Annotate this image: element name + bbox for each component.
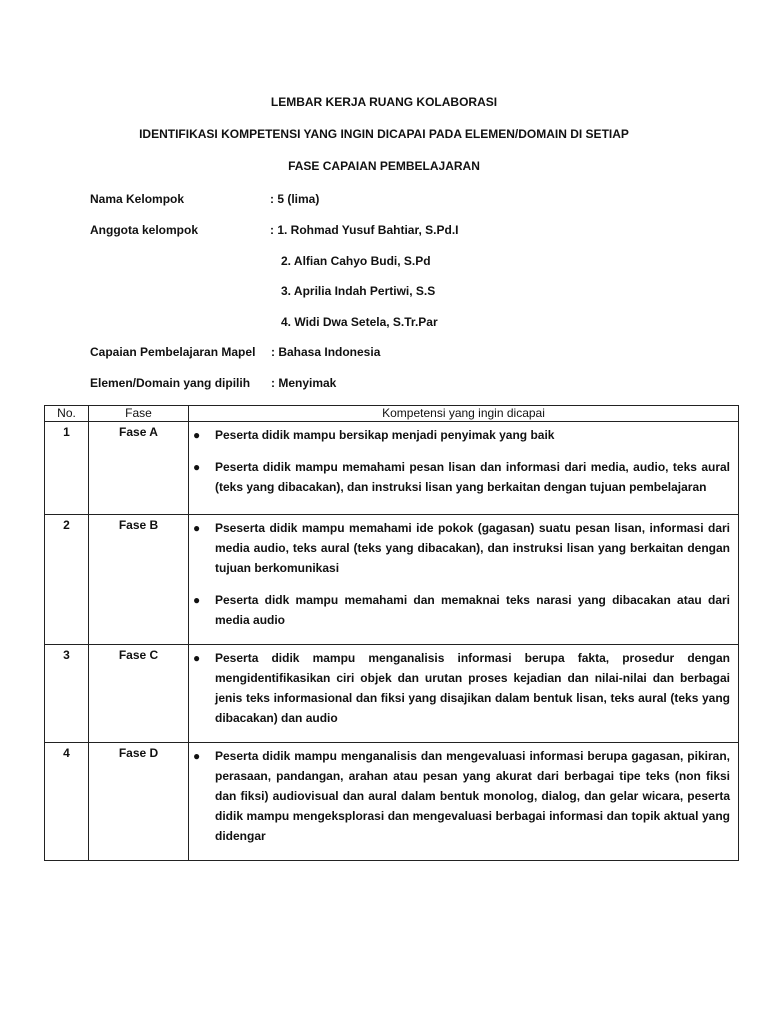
header-no: No. (45, 406, 89, 422)
row-kompetensi (189, 422, 739, 515)
list-item: ● Peserta didik mampu menganalisis dan mengevaluasi informasi berupa gagasan, pikiran, perasaan, pandangan, arahan atau pesan yang akurat dari berbagai tipe teks (non fiksi dan fiksi) audiovisual dan aural dalam bentuk monolog, dialog, dan gelar wicara, peserta didik mampu mengeksplorasi dan mengevaluasi berbagai informasi dan topik aktual yang didengar (193, 746, 730, 846)
row-number: 4 (45, 743, 89, 861)
anggota-kelompok-label: Anggota kelompok (90, 223, 199, 237)
header-fase: Fase (89, 406, 189, 422)
table-row (45, 743, 739, 861)
nama-kelompok-value: : 5 (lima) (270, 192, 320, 206)
list-item: ● Peserta didk mampu memahami dan memaknai teks narasi yang dibacakan atau dari media audio (193, 590, 730, 630)
kompetensi-table (44, 405, 739, 861)
bullet-icon: ● (193, 460, 201, 474)
table-header-row (45, 406, 739, 422)
nama-kelompok-label: Nama Kelompok (90, 192, 185, 206)
elemen-domain-label: Elemen/Domain yang dipilih (90, 376, 251, 390)
row-number: 3 (45, 645, 89, 743)
list-item: ● Peserta didik mampu menganalisis informasi berupa fakta, prosedur dengan mengidentifikasikan ciri objek dan urutan proses kejadian dan nilai-nilai dan berbagai jenis teks informasional dan fiksi yang disajikan dalam bentuk lisan, teks aural (teks yang dibacakan) dan audio (193, 648, 730, 728)
row-fase: Fase C (89, 645, 189, 743)
row-number: 1 (45, 422, 89, 515)
header-kompetensi: Kompetensi yang ingin dicapai (189, 406, 739, 422)
document-subtitle-2: FASE CAPAIAN PEMBELAJARAN (288, 159, 480, 173)
row-kompetensi (189, 743, 739, 861)
bullet-icon: ● (193, 428, 201, 442)
list-item: ● Pseserta didik mampu memahami ide pokok (gagasan) suatu pesan lisan, informasi dari media audio, teks aural (teks yang dibacakan), dan instruksi lisan yang berkaitan dengan tujuan berkomunikasi (193, 518, 730, 578)
anggota-item: 3. Aprilia Indah Pertiwi, S.S (281, 284, 436, 298)
anggota-item: 2. Alfian Cahyo Budi, S.Pd (281, 254, 431, 268)
list-item: ● Peserta didik mampu bersikap menjadi penyimak yang baik (193, 425, 730, 445)
bullet-icon: ● (193, 521, 201, 535)
row-number: 2 (45, 515, 89, 645)
row-fase: Fase B (89, 515, 189, 645)
table-row (45, 645, 739, 743)
row-fase: Fase D (89, 743, 189, 861)
table-row (45, 515, 739, 645)
bullet-icon: ● (193, 651, 201, 665)
table-row (45, 422, 739, 515)
document-title: LEMBAR KERJA RUANG KOLABORASI (270, 95, 498, 109)
capaian-pembelajaran-value: : Bahasa Indonesia (271, 345, 381, 359)
document-subtitle: IDENTIFIKASI KOMPETENSI YANG INGIN DICAPAI PADA ELEMEN/DOMAIN DI SETIAP (139, 127, 629, 141)
row-kompetensi (189, 645, 739, 743)
capaian-pembelajaran-label: Capaian Pembelajaran Mapel (90, 345, 256, 359)
row-fase: Fase A (89, 422, 189, 515)
elemen-domain-value: : Menyimak (271, 376, 337, 390)
list-item: ● Peserta didik mampu memahami pesan lisan dan informasi dari media, audio, teks aural (teks yang dibacakan), dan instruksi lisan yang berkaitan dengan tujuan pembelajaran (193, 457, 730, 497)
bullet-icon: ● (193, 749, 201, 763)
row-kompetensi (189, 515, 739, 645)
anggota-item: : 1. Rohmad Yusuf Bahtiar, S.Pd.I (270, 223, 459, 237)
bullet-icon: ● (193, 593, 201, 607)
anggota-item: 4. Widi Dwa Setela, S.Tr.Par (281, 315, 438, 329)
